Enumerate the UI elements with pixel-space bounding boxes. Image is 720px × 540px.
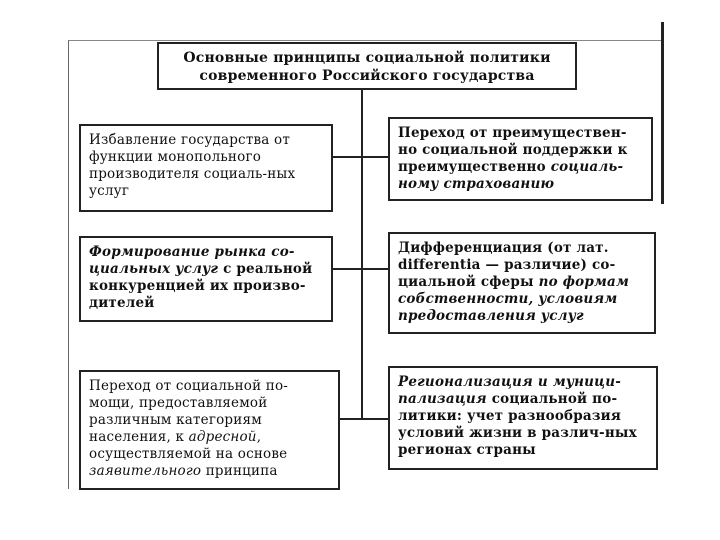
box-text-italic: социаль-ному страхованию [398,159,624,192]
principle-box-right-3 [388,366,658,470]
title-line-2: современного Российского государства [199,68,535,84]
box-text: Избавление государства от функции монопольного производителя социаль-ных услуг [89,132,296,199]
principle-box-left-3 [79,370,340,490]
box-text-italic: заявительного [89,463,202,479]
box-text: Дифференциация (от лат. differentia — различие) со-циальной сферы [398,240,616,290]
connector-right-1 [363,156,388,158]
diagram-title [157,42,577,90]
connector-right-3 [363,418,388,420]
connector-right-2 [363,268,388,270]
title-line-1: Основные принципы социальной политики [183,50,551,66]
box-text-italic: Формирование рынка со-циальных услуг [89,244,295,277]
principle-box-right-2 [388,232,656,334]
connector-left-1 [333,156,361,158]
principle-box-right-1 [388,117,653,201]
box-text-italic: Регионализация и муници-пализация [398,374,622,407]
box-text: , осуществляемой на основе [89,429,288,462]
box-text: Переход от социальной по-мощи, предоставляемой различным категориям населения, к [89,378,289,445]
box-text-italic: по формам собственности, условиям предоставления услуг [398,274,630,324]
principle-box-left-1 [79,124,333,212]
box-text: Переход от преимуществен-но социальной поддержки к преимущественно [398,125,628,175]
box-text-italic: адресной [188,429,257,445]
box-text: с реальной конкуренцией их произво-дителей [89,261,313,311]
box-text: принципа [201,463,278,479]
trunk-line [361,90,363,420]
box-text: социальной по-литики: учет разнообразия условий жизни в различ-ных регионах страны [398,391,637,458]
principle-box-left-2 [79,236,333,322]
connector-left-3 [340,418,361,420]
connector-left-2 [333,268,361,270]
scan-edge-mark [661,22,664,204]
